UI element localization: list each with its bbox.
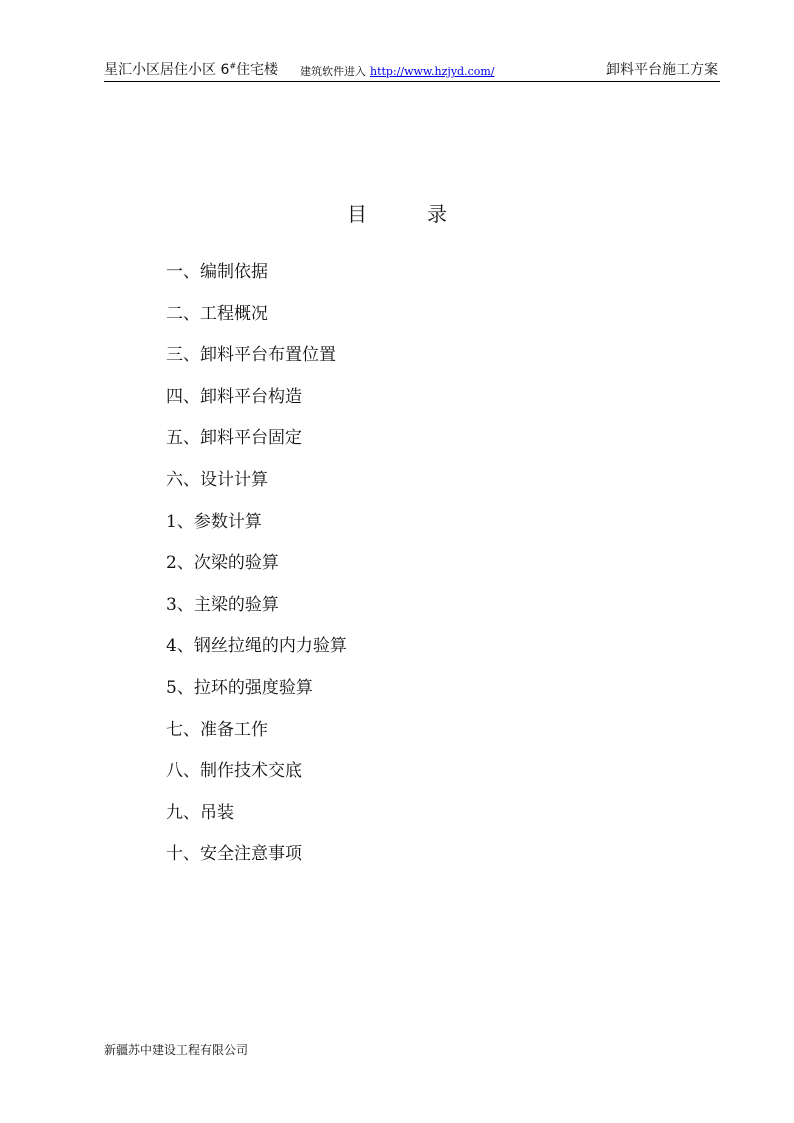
toc-item: 5、拉环的强度验算 (166, 677, 313, 698)
software-promo-text: 建筑软件进入 (300, 65, 366, 78)
toc-item: 二、工程概况 (166, 303, 268, 324)
toc-item: 九、吊装 (166, 802, 234, 823)
toc-item: 三、卸料平台布置位置 (166, 345, 336, 366)
website-link[interactable]: http://www.hzjyd.com/ (370, 65, 495, 78)
toc-item: 2、次梁的验算 (166, 553, 279, 574)
toc-heading (0, 198, 794, 227)
document-title: 卸料平台施工方案 (606, 62, 718, 78)
toc-item: 八、制作技术交底 (166, 761, 302, 782)
toc-item: 十、安全注意事项 (166, 844, 302, 865)
toc-item: 五、卸料平台固定 (166, 428, 302, 449)
toc-item: 3、主梁的验算 (166, 594, 279, 615)
toc-item: 四、卸料平台构造 (166, 386, 302, 407)
project-name-suffix: 住宅楼 (236, 62, 279, 78)
toc-heading-char-1: 目 (347, 202, 367, 226)
toc-list (166, 260, 347, 884)
toc-item: 4、钢丝拉绳的内力验算 (166, 636, 347, 657)
toc-heading-char-2: 录 (427, 202, 447, 226)
company-footer: 新疆苏中建设工程有限公司 (104, 1043, 249, 1057)
toc-item: 1、参数计算 (166, 511, 262, 532)
page-header (104, 55, 720, 82)
toc-item: 六、设计计算 (166, 469, 268, 490)
toc-item: 七、准备工作 (166, 719, 268, 740)
software-promo (300, 63, 495, 79)
project-name-prefix: 星汇小区居住小区 6 (104, 62, 230, 78)
project-name-superscript: # (229, 61, 237, 71)
toc-item: 一、编制依据 (166, 262, 268, 282)
project-name (104, 59, 278, 79)
